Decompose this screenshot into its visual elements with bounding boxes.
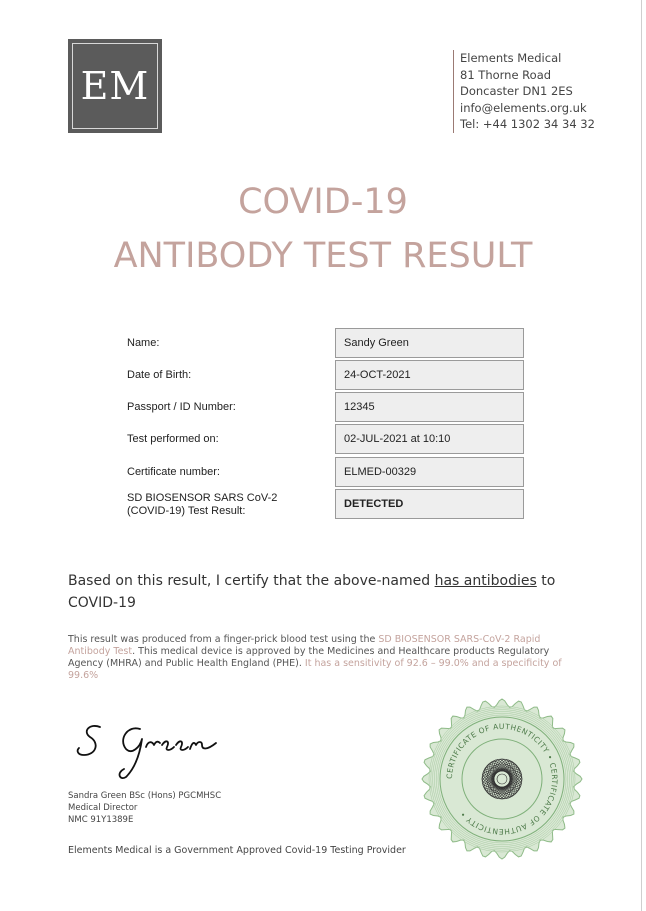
certify-suffix: to COVID-19: [68, 573, 556, 611]
signatory-role: Medical Director: [68, 803, 138, 813]
certify-prefix: Based on this result, I certify that the above-named: [68, 573, 435, 589]
signatory-block: [68, 790, 221, 826]
logo-frame: [72, 43, 158, 129]
address-block: [453, 50, 595, 133]
address-city: Doncaster DN1 2ES: [460, 84, 573, 98]
signatory-name: Sandra Green BSc (Hons) PGCMHSC: [68, 791, 222, 801]
title-line-2: ANTIBODY TEST RESULT: [113, 236, 533, 276]
signature-image: [70, 715, 230, 790]
address-company: Elements Medical: [460, 51, 562, 65]
signatory-nmc: NMC 91Y1389E: [68, 815, 134, 825]
note-device-name: SD BIOSENSOR SARS-CoV-2 Rapid Antibody Test: [68, 634, 541, 657]
company-logo: [68, 39, 162, 133]
title-line-1: COVID-19: [238, 182, 408, 222]
note-sensitivity: It has a sensitivity of 92.6 – 99.0% and a specificity of 99.6%: [68, 658, 562, 681]
label-dob: Date of Birth:: [127, 369, 192, 381]
value-name: Sandy Green: [335, 328, 524, 358]
address-phone: Tel: +44 1302 34 34 32: [460, 117, 595, 131]
label-test-date: Test performed on:: [127, 433, 219, 445]
label-test-result: [127, 492, 277, 518]
seal-text: CERTIFICATE OF AUTHENTICITY • CERTIFICATE OF AUTHENTICITY •: [444, 721, 560, 837]
value-test-date: 02-JUL-2021 at 10:10: [335, 424, 524, 454]
page-edge: [641, 0, 642, 911]
label-test-result-line1: SD BIOSENSOR SARS CoV-2: [127, 492, 278, 504]
note-part-3: . This medical device is approved by the Medicines and Healthcare products Regulatory Agency (MHRA) and Public Health England (PHE).: [68, 646, 550, 669]
address-email: info@elements.org.uk: [460, 100, 587, 115]
footer-text: Elements Medical is a Government Approved Covid-19 Testing Provider: [68, 845, 406, 856]
note-part-1: This result was produced from a finger-prick blood test using the: [68, 634, 379, 645]
value-certificate: ELMED-00329: [335, 457, 524, 487]
certification-statement: [68, 570, 588, 614]
value-dob: 24-OCT-2021: [335, 360, 524, 390]
value-passport: 12345: [335, 392, 524, 422]
test-note: [68, 634, 568, 682]
address-street: 81 Thorne Road: [460, 67, 552, 82]
certify-emphasis: has antibodies: [434, 573, 537, 589]
label-test-result-line2: (COVID-19) Test Result:: [127, 505, 246, 517]
authenticity-seal: [420, 697, 584, 866]
value-test-result: DETECTED: [335, 489, 524, 519]
label-passport: Passport / ID Number:: [127, 401, 236, 413]
label-name: Name:: [127, 337, 160, 349]
logo-text: EM: [80, 64, 150, 108]
label-certificate: Certificate number:: [127, 466, 220, 478]
